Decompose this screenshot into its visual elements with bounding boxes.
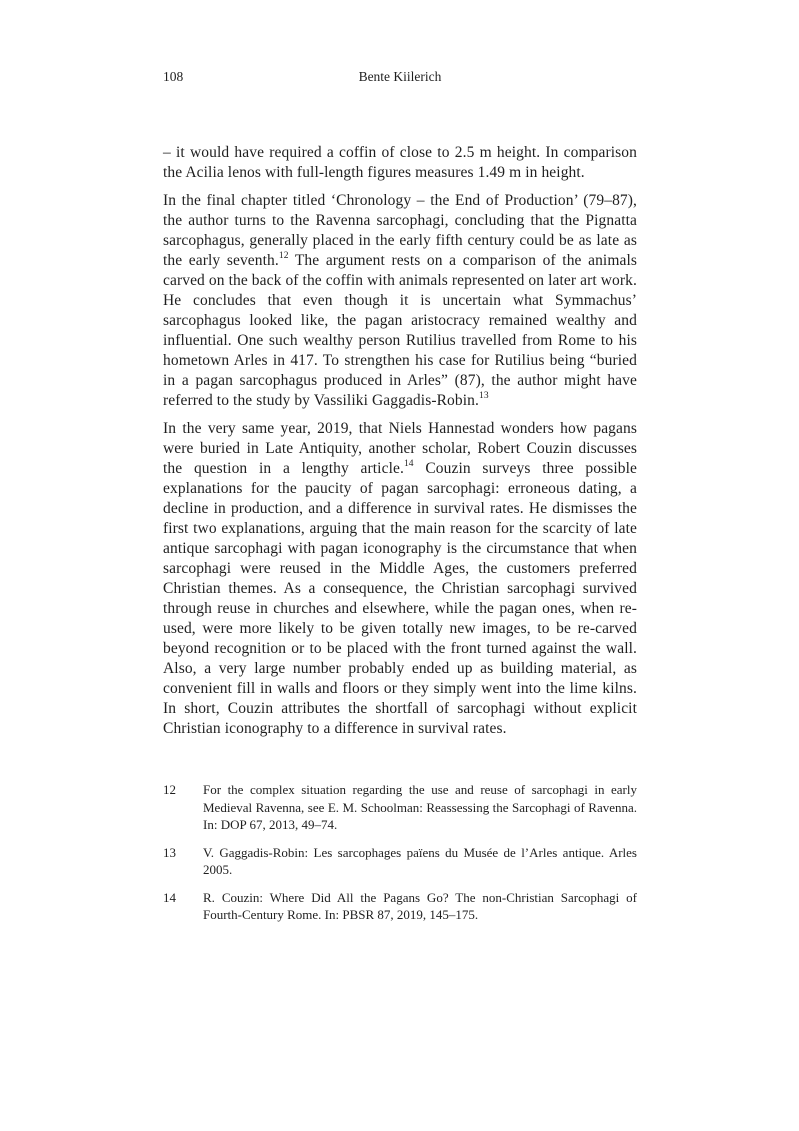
page-header [163,68,637,86]
footnote-ref: 13 [478,391,489,402]
running-head-author: Bente Kiilerich [358,69,442,84]
footnote-item [163,889,637,924]
footnote-text: V. Gaggadis-Robin: Les sarcophages païens du Musée de l’Arles antique. Arles 2005. [203,844,637,877]
paragraph: In the final chapter titled ‘Chronology – the End of Production’ (79–87), the author turns to the Ravenna sarcophagi, concluding that the Pignatta sarcophagus, generally placed in the early fifth century could be as late as the early seventh.$^{12}$ The argument rests on a comparison of the animals carved on the back of the coffin with animals represented on later art work. He concludes that even though it is uncertain what Symmachus’ sarcophagus looked like, the pagan aristocracy remained wealthy and influential. One such wealthy person Rutilius travelled from Rome to his hometown Arles in 417. To strengthen his case for Rutilius being “buried in a pagan sarcophagus produced in Arles” (87), the author might have referred to the study by Vassiliki Gaggadis-Robin.$^{13}$ [163,192,637,409]
footnote-number: 12 [163,782,176,797]
footnote-text: For the complex situation regarding the use and reuse of sarcophagi in early Medieval Ravenna, see E. M. Schoolman: Reassessing the Sarcophagi of Ravenna. In: DOP 67, 2013, 49–74. [203,782,637,832]
footnote-item [163,844,637,879]
page-number: 108 [163,69,184,84]
content-column [163,68,637,934]
footnote-ref: 14 [403,459,414,470]
paragraph: In the very same year, 2019, that Niels Hannestad wonders how pagans were buried in Late Antiquity, another scholar, Robert Couzin discusses the question in a lengthy article.$^{14}$ Couzin surveys three possible explanations for the paucity of pagan sarcophagi: erroneous dating, a decline in production, and a difference in survival rates. He dismisses the first two explanations, arguing that the main reason for the scarcity of late antique sarcophagi with pagan iconography is the circumstance that when sarcophagi were reused in the Middle Ages, the customers preferred Christian themes. As a consequence, the Christian sarcophagi survived through reuse in churches and elsewhere, while the pagan ones, when re-used, were more likely to be given totally new images, to be re-carved beyond recognition or to be placed with the front turned against the wall. Also, a very large number probably ended up as building material, as convenient fill in walls and floors or they simply went into the lime kilns. In short, Couzin attributes the shortfall of sarcophagi without explicit Christian iconography to a difference in survival rates. [163,420,637,737]
footnote-item [163,781,637,834]
paragraph: – it would have required a coffin of close to 2.5 m height. In comparison the Acilia lenos with full-length figures measures 1.49 m in height. [163,144,637,181]
footnote-number: 14 [163,889,176,905]
footnote-number: 13 [163,844,176,860]
footnote-text: R. Couzin: Where Did All the Pagans Go? The non-Christian Sarcophagi of Fourth-Century Rome. In: PBSR 87, 2019, 145–175. [203,889,637,922]
footnotes-section [163,781,637,924]
body-text [163,143,637,739]
footnote-ref: 12 [278,251,289,262]
